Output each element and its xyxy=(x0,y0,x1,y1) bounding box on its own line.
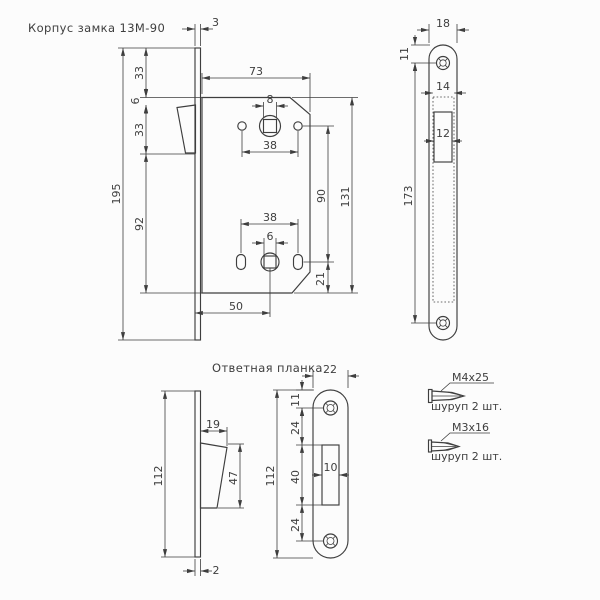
dim-label: 14 xyxy=(436,80,450,93)
screw-hole-bottom xyxy=(324,534,338,548)
strike-plate-edge xyxy=(195,391,201,557)
dim-label: 173 xyxy=(402,185,415,207)
dim-label: 3 xyxy=(212,16,219,29)
dim-label: 47 xyxy=(227,471,240,485)
dim-height-total xyxy=(110,48,123,340)
screw-size-label: M4x25 xyxy=(452,371,489,384)
spindle-square-lower xyxy=(264,256,276,268)
dim-label: 8 xyxy=(266,93,274,106)
lock-body-side-view xyxy=(118,24,202,340)
dim-label: 131 xyxy=(339,186,352,208)
dim-faceplate-hole-centers xyxy=(402,63,437,323)
dim-label: 112 xyxy=(264,465,277,487)
screw-hole-top xyxy=(324,401,338,415)
dim-spacing-top xyxy=(242,131,298,157)
latch-bolt xyxy=(177,105,196,153)
dim-label: 12 xyxy=(436,127,450,140)
dim-label: 6 xyxy=(266,230,274,243)
dim-seg-top xyxy=(133,48,146,98)
strike-plate-title: Ответная планка xyxy=(212,361,323,375)
strike-tab xyxy=(201,443,228,508)
dim-label: 33 xyxy=(133,123,146,137)
spindle-hole-upper xyxy=(260,116,281,137)
dim-label: 38 xyxy=(263,211,277,224)
dim-seg-bottom xyxy=(133,154,146,293)
dim-strike-thickness xyxy=(183,559,220,577)
strike-opening xyxy=(322,445,339,505)
screw-size-label: M3x16 xyxy=(452,421,489,434)
dim-centers xyxy=(303,126,334,262)
lower-right-slot xyxy=(294,255,303,270)
dim-label: 21 xyxy=(314,272,327,286)
dim-gap-top-label: 24 xyxy=(289,421,302,435)
dim-square-top xyxy=(252,93,288,118)
dim-label: 195 xyxy=(110,183,123,205)
dim-label: 2 xyxy=(212,564,220,577)
screw-hole-bottom xyxy=(437,317,450,330)
dim-hole-top-label: 11 xyxy=(289,393,302,407)
dim-label: 11 xyxy=(398,47,411,61)
dim-label: 38 xyxy=(263,139,277,152)
upper-right-hole xyxy=(294,122,302,130)
screw-qty-label: шуруп 2 шт. xyxy=(431,450,503,463)
dim-label: 6 xyxy=(129,97,142,105)
dim-faceplate-slot-width xyxy=(424,127,462,141)
screw-hole-top xyxy=(437,57,450,70)
dim-faceplate-width xyxy=(417,17,469,43)
dim-strike-side-height xyxy=(152,391,195,557)
dim-strike-chain xyxy=(289,380,323,541)
dim-label: 50 xyxy=(229,300,243,313)
dim-gap-bottom-label: 24 xyxy=(289,518,302,532)
dim-strike-slot-width xyxy=(312,461,349,475)
dim-label: 22 xyxy=(323,363,337,376)
screw-m4x25 xyxy=(429,371,503,413)
dim-slot-height-label: 40 xyxy=(289,470,302,484)
dim-label: 112 xyxy=(152,465,165,487)
dim-label: 18 xyxy=(436,17,450,30)
lower-left-slot xyxy=(237,255,246,270)
dim-label: 33 xyxy=(133,66,146,80)
strike-side-view xyxy=(195,391,227,557)
upper-left-hole xyxy=(238,122,246,130)
dim-seg-latch xyxy=(133,105,146,154)
screw-m3x16 xyxy=(429,421,503,463)
dim-faceplate-hole-top xyxy=(398,35,437,73)
dim-label: 19 xyxy=(206,418,220,431)
dim-label: 92 xyxy=(133,217,146,231)
faceplate-edge xyxy=(195,48,201,340)
dim-bottom-offset xyxy=(314,262,328,293)
dim-square-bottom xyxy=(252,230,288,255)
screw-qty-label: шуруп 2 шт. xyxy=(431,400,503,413)
dim-label: 10 xyxy=(323,461,338,474)
dim-label: 73 xyxy=(249,65,263,78)
lock-body-front-view xyxy=(202,98,310,294)
dim-label: 90 xyxy=(315,189,328,203)
dim-body-width xyxy=(202,65,310,112)
dim-strike-tab-depth xyxy=(201,418,228,446)
dim-seg-gap xyxy=(129,88,146,114)
drawing-title: Корпус замка 13М-90 xyxy=(28,21,166,35)
spindle-square-upper xyxy=(264,120,277,133)
dim-faceplate-slot-zone xyxy=(421,80,466,93)
strike-front-view xyxy=(313,390,348,558)
